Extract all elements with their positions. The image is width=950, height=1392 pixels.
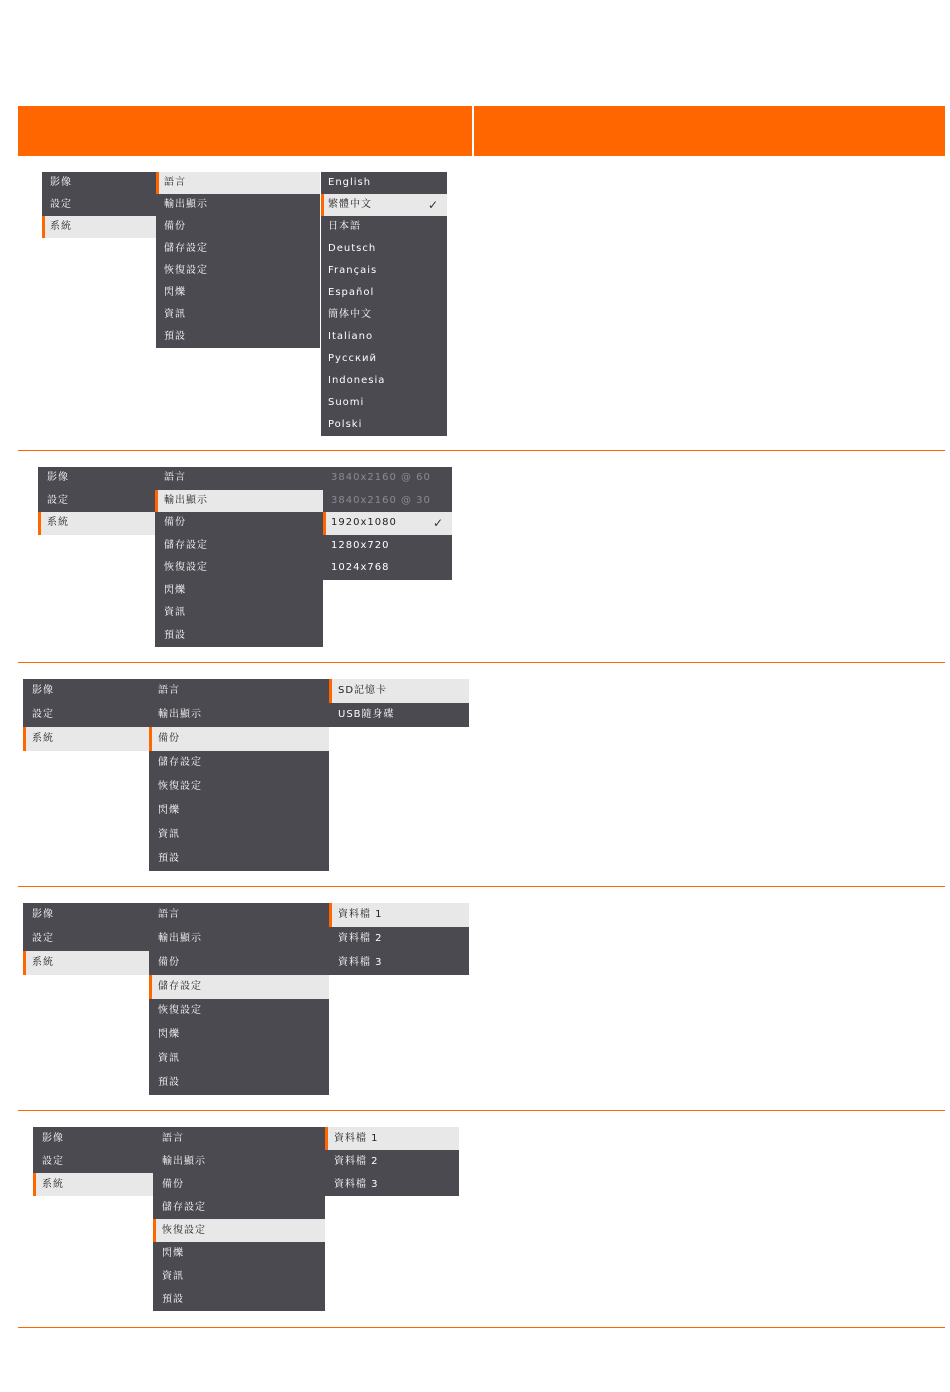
main-menu-item-system[interactable]: 系統 xyxy=(38,512,155,535)
submenu-item-backup[interactable]: 備份 xyxy=(158,957,180,968)
check-icon: ✓ xyxy=(427,198,439,212)
main-menu xyxy=(38,467,155,535)
option-italian[interactable]: Italiano xyxy=(328,331,374,342)
option-profile-1[interactable]: 資料檔 1 xyxy=(325,1127,459,1150)
option-japanese[interactable]: 日本語 xyxy=(328,221,361,232)
submenu-item-restore-settings[interactable]: 恢復設定 xyxy=(158,781,202,792)
option-usb-drive[interactable]: USB隨身碟 xyxy=(338,709,395,720)
main-menu-item-settings[interactable]: 設定 xyxy=(23,927,149,951)
main-menu-item-settings[interactable]: 設定 xyxy=(38,490,155,513)
option-3840x2160-30: 3840x2160 @ 30 xyxy=(331,494,431,506)
submenu-item-language[interactable]: 語言 xyxy=(162,1133,184,1144)
option-profile-3[interactable]: 資料檔 3 xyxy=(334,1179,379,1190)
submenu-item-default[interactable]: 預設 xyxy=(162,1294,184,1305)
main-menu-item-system[interactable]: 系統 xyxy=(23,727,149,751)
profile-options xyxy=(325,1127,459,1196)
submenu-item-info[interactable]: 資訊 xyxy=(158,1053,180,1064)
submenu-item-backup[interactable]: 備份 xyxy=(162,1179,184,1190)
main-menu-item-image[interactable]: 影像 xyxy=(23,903,149,927)
option-german[interactable]: Deutsch xyxy=(328,243,377,254)
submenu-item-language[interactable]: 語言 xyxy=(158,909,180,920)
option-traditional-chinese[interactable] xyxy=(321,194,447,216)
option-french[interactable]: Français xyxy=(328,265,378,276)
row-divider xyxy=(18,1110,945,1111)
row-divider xyxy=(18,450,945,451)
check-icon: ✓ xyxy=(432,516,444,530)
option-label: 1920x1080 xyxy=(331,517,397,528)
submenu-item-restore-settings[interactable]: 恢復設定 xyxy=(164,562,208,573)
option-polish[interactable]: Polski xyxy=(328,419,363,430)
submenu-item-output[interactable]: 輸出顯示 xyxy=(158,709,202,720)
submenu-item-save-settings[interactable]: 儲存設定 xyxy=(164,539,208,551)
option-profile-1[interactable]: 資料檔 1 xyxy=(329,903,469,927)
option-1024x768[interactable]: 1024x768 xyxy=(331,562,390,573)
submenu-item-language[interactable]: 語言 xyxy=(158,685,180,696)
option-1920x1080[interactable] xyxy=(323,512,452,535)
submenu-item-backup[interactable]: 備份 xyxy=(149,727,329,751)
main-menu-item-image[interactable]: 影像 xyxy=(33,1127,153,1150)
option-simplified-chinese[interactable]: 簡体中文 xyxy=(328,309,372,320)
option-sd-card[interactable]: SD記憶卡 xyxy=(329,679,469,703)
submenu-item-language[interactable]: 語言 xyxy=(164,472,186,483)
option-finnish[interactable]: Suomi xyxy=(328,397,365,408)
submenu-item-backup[interactable]: 備份 xyxy=(164,517,186,528)
submenu-item-default[interactable]: 預設 xyxy=(164,331,186,342)
main-menu-item-image[interactable]: 影像 xyxy=(42,172,156,194)
main-menu-item-settings[interactable]: 設定 xyxy=(33,1150,153,1173)
option-1280x720[interactable]: 1280x720 xyxy=(331,539,390,551)
submenu-item-save-settings[interactable]: 儲存設定 xyxy=(162,1202,206,1213)
submenu-item-flicker[interactable]: 閃爍 xyxy=(162,1248,184,1259)
submenu-item-output[interactable]: 輸出顯示 xyxy=(155,490,323,513)
submenu-item-save-settings[interactable]: 儲存設定 xyxy=(149,975,329,999)
submenu-item-info[interactable]: 資訊 xyxy=(158,829,180,840)
submenu-item-flicker[interactable]: 閃爍 xyxy=(164,584,186,596)
row-divider xyxy=(18,886,945,887)
submenu-item-restore-settings[interactable]: 恢復設定 xyxy=(158,1005,202,1016)
submenu-item-flicker[interactable]: 閃爍 xyxy=(158,805,180,816)
backup-options xyxy=(329,679,469,727)
option-profile-3[interactable]: 資料檔 3 xyxy=(338,957,383,968)
main-menu-item-image[interactable]: 影像 xyxy=(23,679,149,703)
submenu-item-restore-settings[interactable]: 恢復設定 xyxy=(164,265,208,276)
table-header-bar xyxy=(18,106,945,156)
submenu-item-backup[interactable]: 備份 xyxy=(164,221,186,232)
submenu-item-output[interactable]: 輸出顯示 xyxy=(158,933,202,944)
table-header-divider xyxy=(472,106,474,156)
system-submenu xyxy=(156,172,320,348)
main-menu-item-settings[interactable]: 設定 xyxy=(23,703,149,727)
system-submenu xyxy=(153,1127,325,1311)
submenu-item-info[interactable]: 資訊 xyxy=(164,607,186,618)
option-label: 繁體中文 xyxy=(328,199,372,210)
submenu-item-output[interactable]: 輸出顯示 xyxy=(162,1156,206,1167)
resolution-options xyxy=(323,467,452,580)
option-russian[interactable]: Pусский xyxy=(328,353,377,364)
option-indonesian[interactable]: Indonesia xyxy=(328,375,386,386)
submenu-item-info[interactable]: 資訊 xyxy=(162,1271,184,1282)
main-menu-item-system[interactable]: 系統 xyxy=(33,1173,153,1196)
submenu-item-language[interactable]: 語言 xyxy=(156,172,320,194)
main-menu xyxy=(23,679,149,751)
submenu-item-restore-settings[interactable]: 恢復設定 xyxy=(153,1219,325,1242)
option-english[interactable]: English xyxy=(328,177,372,188)
main-menu-item-system[interactable]: 系統 xyxy=(23,951,149,975)
main-menu-item-image[interactable]: 影像 xyxy=(38,467,155,490)
submenu-item-info[interactable]: 資訊 xyxy=(164,309,186,320)
profile-options xyxy=(329,903,469,975)
submenu-item-output[interactable]: 輸出顯示 xyxy=(164,199,208,210)
system-submenu xyxy=(149,679,329,871)
submenu-item-default[interactable]: 預設 xyxy=(164,629,186,641)
system-submenu xyxy=(155,467,323,647)
main-menu-item-system[interactable]: 系統 xyxy=(42,216,156,238)
main-menu xyxy=(33,1127,153,1196)
language-options xyxy=(321,172,447,436)
row-divider xyxy=(18,1327,945,1328)
option-profile-2[interactable]: 資料檔 2 xyxy=(334,1156,379,1167)
submenu-item-default[interactable]: 預設 xyxy=(158,1077,180,1088)
main-menu-item-settings[interactable]: 設定 xyxy=(42,194,156,216)
option-3840x2160-60: 3840x2160 @ 60 xyxy=(331,472,431,483)
option-profile-2[interactable]: 資料檔 2 xyxy=(338,933,383,944)
main-menu xyxy=(42,172,156,238)
system-submenu xyxy=(149,903,329,1095)
submenu-item-save-settings[interactable]: 儲存設定 xyxy=(158,757,202,768)
main-menu xyxy=(23,903,149,975)
option-spanish[interactable]: Español xyxy=(328,287,375,298)
submenu-item-flicker[interactable]: 閃爍 xyxy=(164,287,186,298)
submenu-item-save-settings[interactable]: 儲存設定 xyxy=(164,243,208,254)
submenu-item-default[interactable]: 預設 xyxy=(158,853,180,864)
submenu-item-flicker[interactable]: 閃爍 xyxy=(158,1029,180,1040)
row-divider xyxy=(18,662,945,663)
